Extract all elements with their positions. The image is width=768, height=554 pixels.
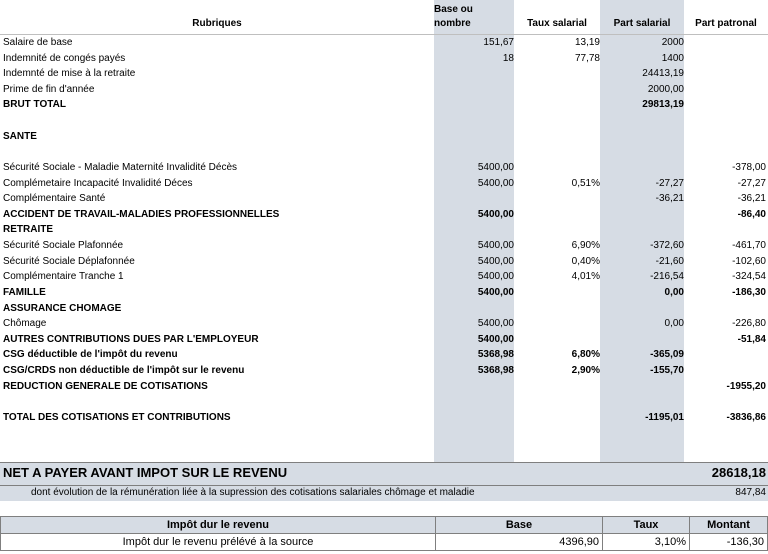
header-taux: Taux salarial [527,18,587,29]
evolution-row [0,486,768,501]
row-taux: 2,90% [571,365,600,377]
table-row [0,285,768,301]
row-part-salarial: 0,00 [664,286,684,298]
table-row [0,222,768,238]
tax-row-montant: -136,30 [690,534,768,551]
row-taux: 0,51% [571,177,600,189]
row-part-patronal: -36,21 [737,193,766,205]
row-label: ASSURANCE CHOMAGE [3,302,122,314]
row-taux: 6,90% [571,240,600,252]
row-base: 5400,00 [477,161,514,173]
row-base: 151,67 [483,37,514,48]
table-row [0,51,768,67]
row-part-patronal: -1955,20 [726,380,766,392]
row-part-salarial: 0,00 [664,318,684,330]
table-row [0,191,768,207]
tax-header-taux: Taux [603,517,690,534]
table-row [0,363,768,379]
row-label: Prime de fin d'année [3,83,95,95]
tax-row-taux: 3,10% [603,534,690,551]
row-part-patronal: -27,27 [737,177,766,189]
row-part-salarial: -27,27 [655,177,684,189]
row-part-salarial: 29813,19 [642,99,684,111]
table-row [0,160,768,176]
row-label: Sécurité Sociale - Maladie Maternité Invalidité Décès [3,161,237,173]
row-part-patronal: -186,30 [732,286,766,298]
row-part-salarial: 1400 [661,52,684,64]
row-base: 5400,00 [477,318,514,330]
row-base: 5400,00 [477,240,514,252]
row-taux: 13,19 [574,37,600,48]
table-row [0,238,768,254]
net-a-payer-row [0,462,768,486]
row-part-salarial: -216,54 [650,271,684,283]
row-label: Chômage [3,318,47,330]
table-row [0,269,768,285]
row-base: 18 [502,52,514,64]
row-label: TOTAL DES COTISATIONS ET CONTRIBUTIONS [3,411,231,423]
table-row [0,207,768,223]
net-label: NET A PAYER AVANT IMPOT SUR LE REVENU [3,465,288,480]
table-row [0,394,768,410]
row-label: CSG/CRDS non déductible de l'impôt sur le revenu [3,365,245,377]
row-part-salarial: 2000,00 [647,83,684,95]
row-label: Indemnté de mise à la retraite [3,68,136,80]
income-tax-header [1,517,768,534]
row-label: Salaire de base [3,37,73,48]
row-base: 5400,00 [477,333,514,345]
table-row [0,379,768,395]
tax-row-base: 4396,90 [436,534,603,551]
table-row [0,176,768,192]
tax-header-label: Impôt dur le revenu [1,517,436,534]
row-taux: 6,80% [571,349,600,361]
row-part-salarial: -21,60 [655,255,684,267]
income-tax-table [0,516,768,551]
header-base-line2: nombre [434,18,471,29]
table-row [0,316,768,332]
table-row [0,410,768,426]
row-part-salarial: -155,70 [650,365,684,377]
row-part-salarial: 24413,19 [642,68,684,80]
row-label: Complémentaire Santé [3,193,106,205]
row-label: ACCIDENT DE TRAVAIL-MALADIES PROFESSIONNELLES [3,208,280,220]
row-label: RETRAITE [3,224,53,236]
row-part-salarial: -1195,01 [645,411,684,423]
table-row [0,82,768,98]
evolution-value: 847,84 [735,487,766,498]
header-base-line1: Base ou [434,4,473,15]
row-taux: 0,40% [571,255,600,267]
row-part-salarial: -372,60 [650,240,684,252]
table-row [0,254,768,270]
row-part-salarial: 2000 [661,37,684,48]
row-label: CSG déductible de l'impôt du revenu [3,349,178,361]
row-base: 5400,00 [477,271,514,283]
row-taux: 77,78 [574,52,600,64]
row-base: 5400,00 [477,255,514,267]
row-label: Sécurité Sociale Plafonnée [3,240,124,252]
header-rubriques: Rubriques [192,18,242,29]
table-row [0,332,768,348]
row-part-salarial: -36,21 [655,193,684,205]
row-label: Indemnité de congés payés [3,52,126,64]
row-base: 5400,00 [477,208,514,220]
table-row [0,113,768,129]
table-row [0,97,768,113]
row-label: Complémentaire Tranche 1 [3,271,124,283]
row-part-patronal: -86,40 [737,208,766,220]
evolution-label: dont évolution de la rémunération liée à la supression des cotisations salariales chômage et maladie [31,487,475,498]
row-part-patronal: -3836,86 [726,411,766,423]
row-base: 5400,00 [477,177,514,189]
row-part-salarial: -365,09 [650,349,684,361]
row-label: REDUCTION GENERALE DE COTISATIONS [3,380,208,392]
row-label: Sécurité Sociale Déplafonnée [3,255,135,267]
header-part-salarial: Part salarial [613,18,671,29]
row-taux: 4,01% [571,271,600,283]
table-row [0,129,768,145]
tax-header-montant: Montant [690,517,768,534]
table-row [0,144,768,160]
table-row [0,347,768,363]
row-part-patronal: -226,80 [732,318,766,330]
tax-row-label: Impôt dur le revenu prélévé à la source [1,534,436,551]
row-base: 5400,00 [477,286,514,298]
table-row [0,66,768,82]
row-label: FAMILLE [3,286,46,298]
income-tax-row [1,534,768,551]
row-base: 5368,98 [477,365,514,377]
tax-header-base: Base [436,517,603,534]
table-header [0,0,768,35]
row-part-patronal: -378,00 [732,161,766,173]
table-row [0,35,768,51]
row-base: 5368,98 [477,349,514,361]
net-value: 28618,18 [711,465,766,480]
row-part-patronal: -324,54 [732,271,766,283]
row-part-patronal: -461,70 [732,240,766,252]
row-part-patronal: -102,60 [732,255,766,267]
row-part-patronal: -51,84 [737,333,766,345]
row-label: Complémetaire Incapacité Invalidité Déces [3,177,193,189]
row-label: BRUT TOTAL [3,99,66,111]
row-label: AUTRES CONTRIBUTIONS DUES PAR L'EMPLOYEUR [3,333,259,345]
row-label: SANTE [3,130,37,142]
table-row [0,301,768,317]
header-part-patronal: Part patronal [695,18,757,29]
